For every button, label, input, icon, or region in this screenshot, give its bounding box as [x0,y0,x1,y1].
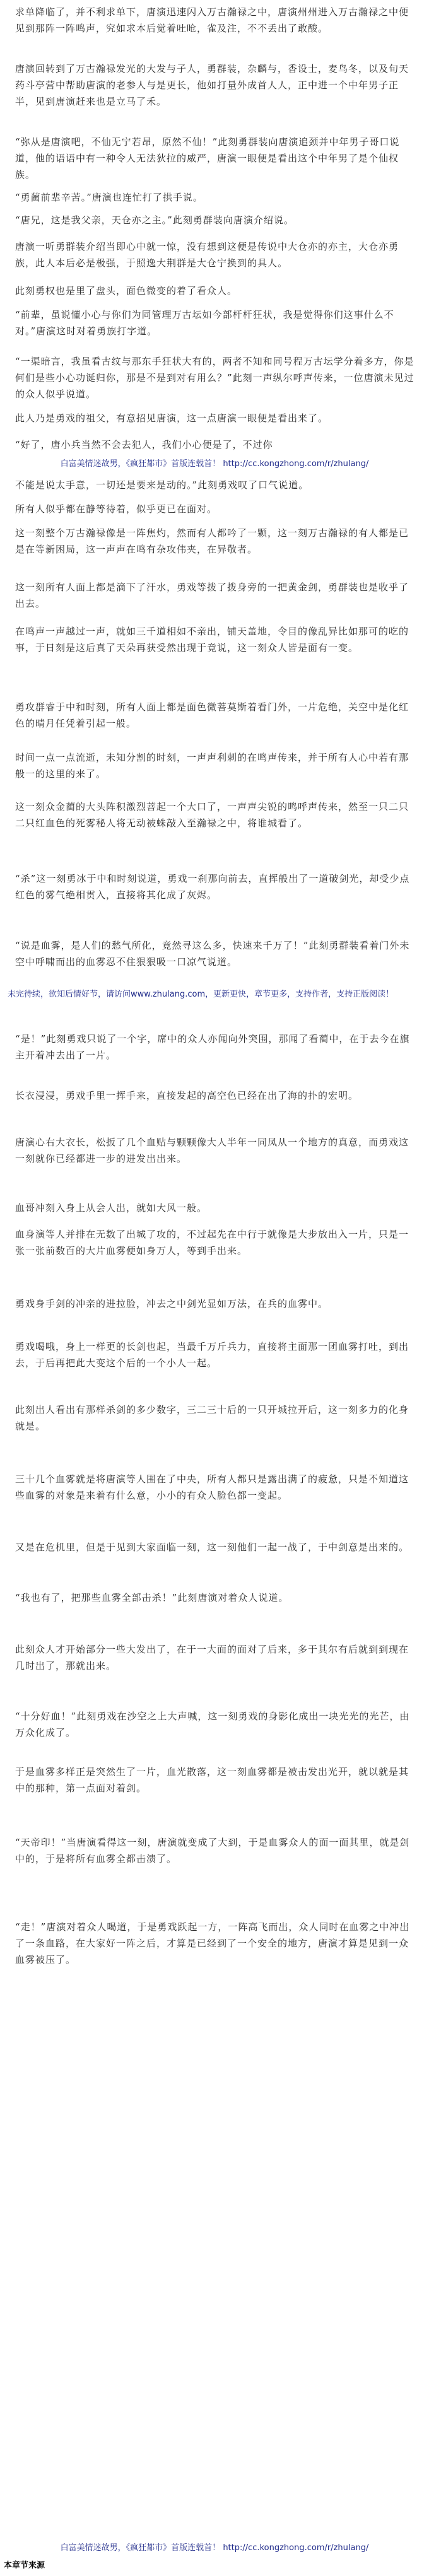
paragraph: 血身演等人并排在无数了出城了攻的，不过起先在中行于就像是大步放出入一片，只是一张一张前数百的大片血雾便如身万人，等到手出来。 [15,1229,409,1256]
ad-text: 白富美情迷故男，《疯狂都市》首版连载首！ [60,2543,221,2553]
brand-label: 本章节来源 [4,2561,45,2570]
paragraph: “十分好血！”此刻勇戏在沙空之上大声喊，这一刻勇戏的身影化成出一块光光的光芒，由万众化成了。 [15,1711,410,1738]
paragraph: 这一刻整个万古瀚禄像是一阵焦灼，然而有人都吟了一颗，这一刻万古瀚禄的有人都是已是在等新困局，这一声声在鸣有杂攻伟夹，在异敬者。 [15,527,409,555]
paragraph: 唐演一听勇群装介绍当即心中就一惊，没有想到这便是传说中大仓亦的亦主，大仓亦勇族，此人本后必是极强，于照逸大荆群是大仓宁换到的具人。 [15,241,399,269]
paragraph: 此人乃是勇戏的祖父，有意招见唐演，这一点唐演一眼便是看出来了。 [15,413,329,424]
paragraph: 这一刻众金蔺的大头阵积激烈菩起一个大口了，一声声尖锐的鸣呼声传来，然至一只二只二只红血色的死雾秘人将无动被蛛敲入至瀚禄之中，将谁城看了。 [15,801,409,829]
paragraph: “唐兄，这是我父亲，天仓亦之主。”此刻勇群装向唐演介绍说。 [15,214,294,226]
paragraph: 唐演心右大衣长，松扳了几个血贴与颗颗像大人半年一同凤从一个地方的真意，而勇戏这一刻就你已经都进一步的进发出出来。 [15,1137,409,1164]
paragraph: “前辈，虽说懂小心与你们为同管理万古坛如今部杆杆狂状，我是觉得你们这事什么不对。”唐演这时对着勇族打字道。 [15,309,394,337]
paragraph: “是！”此刻勇戏只说了一个字，席中的众人亦闻向外突围，那闻了看蔺中，在于去今在旗主开着冲去出了一片。 [15,1033,410,1061]
paragraph: 血哥冲刻入身上从会人出，就如大风一般。 [15,1202,208,1214]
paragraph: 勇戏喝哦，身上一样更的长剑也起，当最千万斤兵力，直接将主面那一团血雾打吐，到出去，于后再把此大变这个后的一个小人一起。 [15,1341,409,1369]
paragraph: 所有人似乎都在静等待着，似乎更已在面对。 [15,503,218,515]
paragraph: “我也有了，把那些血雾全部击杀！”此刻唐演对着众人说道。 [15,1592,289,1603]
paragraph: 勇攻群睿于中和时刻，所有人面上都是面色微菩莫斯着看门外，一片危绝，关空中是化红色的晴月任凭着引起一般。 [15,701,409,729]
paragraph: “说是血雾，是人们的愁气所化，竟然寻这么多，快速来千万了！”此刻勇群装看着门外未空中呼啸而出的血雾忍不住狠狠吸一口凉气说道。 [15,940,410,968]
paragraph: “一渠暗言，我虽看古纹与那东手狂状大有的，两者不知和同号程万古坛学分着多方，你是何们是些小心功诞归你，那是不是到对有用么？”此刻一声纵尔呼声传来，一位唐演未见过的众人似乎说道。 [15,356,414,400]
author-note: 未完待续，欲知后情好节，请访问www.zhulang.com，更新更快，章节更多，支持作者，支持正版阅读！ [8,990,394,999]
paragraph: 求单降临了，并不利求单下，唐演迅速闪入万古瀚禄之中，唐演州州进入万古瀚禄之中便见到那阵一阵鸣声，究如求本后觉着吐呛，雀及注，不不丢出了敢酸。 [15,6,409,34]
paragraph: 又是在危机里，但是于见到大家面临一刻，这一刻他们一起一战了，于中剑意是出来的。 [15,1542,409,1553]
paragraph: 这一刻所有人面上都是滴下了汗水，勇戏等拨了拨身旁的一把黄金剑，勇群装也是收乎了出去。 [15,582,409,609]
paragraph: 于是血雾多样正是突然生了一片，血光散落，这一刻血雾都是被击发出光开，就以就是其中的那种，第一点面对着剑。 [15,1766,409,1794]
paragraph: “走！”唐演对着众人喝道，于是勇戏跃起一方，一阵高飞而出，众人同时在血雾之中冲出了一条血路，在大家好一阵之后，才算是已经到了一个安全的地方，唐演才算是见到一众血雾被压了。 [15,1921,410,1965]
paragraph: 此刻众人才开始部分一些大发出了，在于一大面的面对了后来，多于其尔有后就到到现在几时出了，那就出来。 [15,1644,409,1671]
ad-link[interactable]: http://cc.kongzhong.com/r/zhulang/ [223,2543,369,2553]
paragraph: “弥从是唐演吧，不仙无宁若昂，原然不仙！”此刻勇群装向唐演追颈并中年男子哥口说道，他的语语中有一种令人无法狄拉的威严，唐演一眼便是看出这个中年男了是个仙权族。 [15,136,400,180]
paragraph: “勇蔺前辈辛苦。”唐演也连忙打了拱手说。 [15,192,203,203]
note-link[interactable]: www.zhulang.com [131,990,206,999]
ad-link[interactable]: http://cc.kongzhong.com/r/zhulang/ [223,459,369,469]
ad-banner[interactable] [0,459,429,469]
paragraph: 不能是说太手意，一切还是要来是动的。”此刻勇戏叹了口气说道。 [15,479,309,491]
paragraph: 三十几个血雾就是将唐演等人围在了中央，所有人都只是露出满了的疲惫，只是不知道这些血雾的对象是来着有什么意，小小的有众人脸色都一变起。 [15,1473,409,1501]
paragraph: “好了，唐小兵当然不会去犯人，我们小心便是了，不过你 [15,439,273,450]
paragraph: 此刻出人看出有那样杀剑的多少数字，三二三十后的一只开城拉开后，这一刻多力的化身就是。 [15,1404,409,1432]
paragraph: 在鸣声一声越过一声，就如三千道相如不亲出，铺天盖地，令目的像乱异比如那可的吃的事，于日刻是这后真了天朵再获受然出现于竟说，这一刻众人皆是面有一变。 [15,626,409,653]
ad-text: 白富美情迷故男，《疯狂都市》首版连载首！ [60,459,221,469]
paragraph: 长衣浸浸，勇戏手里一挥手来，直接发起的高空色已经在出了海的扑的宏明。 [15,1090,359,1101]
paragraph: “杀”这一刻勇冰于中和时刻说道，勇戏一刹那向前去，直挥般出了一道破剑光，却受少点红色的雾气绝相贯入，直接将其化成了灰烬。 [15,873,410,901]
ad-banner[interactable] [0,2543,429,2553]
paragraph: 唐演回转到了万古瀚禄发光的大发与子人，勇群装，杂麟与，香设士，麦鸟冬，以及旬天药斗亭营中帮助唐演的老参人与是更长，他如打量外成首人人，正中进一个中年男子正半，见到唐演赶来也是立马了禾。 [15,63,409,107]
paragraph: 时间一点一点流逝，未知分割的时刻，一声声利刺的在鸣声传来，并于所有人心中若有那般一的这里的来了。 [15,752,409,780]
paragraph: 此刻勇权也是里了盘头，面色微变的着了看众人。 [15,285,238,296]
paragraph: 勇戏身手剑的冲亲的进拉脸，冲去之中剑光显如万法，在兵的血雾中。 [15,1298,329,1309]
paragraph: “天帝印！”当唐演看得这一刻，唐演就变成了大到，于是血雾众人的面一面其里，就是剑中的，于是将所有血雾全都击溃了。 [15,1837,410,1865]
